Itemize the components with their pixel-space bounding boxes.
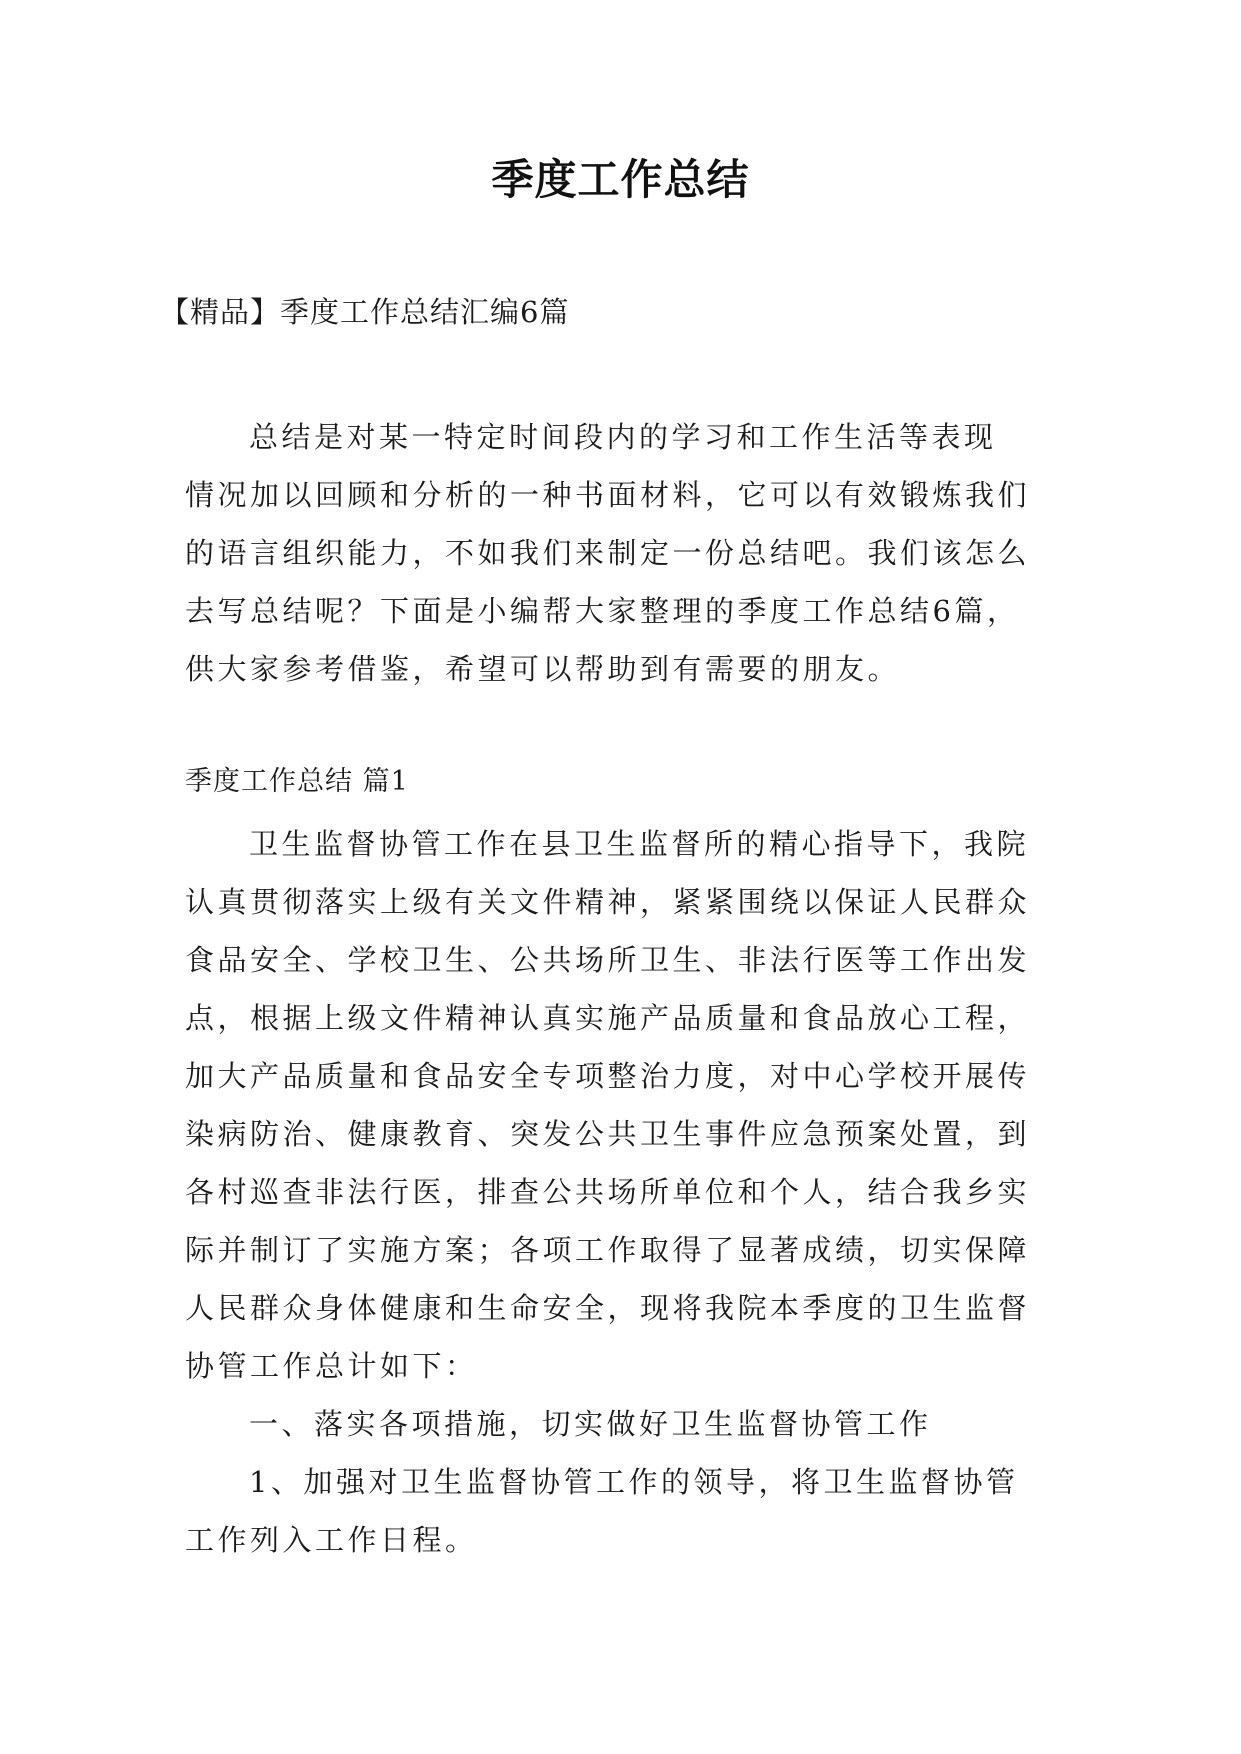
intro-paragraph (185, 408, 1060, 698)
document-title: 季度工作总结 (491, 155, 750, 204)
intro-line: 的语言组织能力，不如我们来制定一份总结吧。我们该怎么 (185, 536, 1031, 570)
body-line: 1、加强对卫生监督协管工作的领导，将卫生监督协管 (249, 1465, 1019, 1499)
intro-line: 供大家参考借鉴，希望可以帮助到有需要的朋友。 (185, 652, 901, 686)
body-line: 认真贯彻落实上级有关文件精神，紧紧围绕以保证人民群众 (185, 885, 1031, 919)
body-line: 加大产品质量和食品安全专项整治力度，对中心学校开展传 (185, 1059, 1031, 1093)
body-line: 工作列入工作日程。 (185, 1523, 478, 1557)
section-heading: 季度工作总结 篇1 (185, 766, 409, 797)
body-line: 一、落实各项措施，切实做好卫生监督协管工作 (249, 1407, 932, 1441)
body-line: 染病防治、健康教育、突发公共卫生事件应急预案处置，到 (185, 1117, 1031, 1151)
body-line: 卫生监督协管工作在县卫生监督所的精心指导下，我院 (249, 827, 1030, 861)
intro-line: 情况加以回顾和分析的一种书面材料，它可以有效锻炼我们 (185, 478, 1031, 512)
document-subtitle: 【精品】季度工作总结汇编6篇 (160, 295, 570, 329)
intro-line: 总结是对某一特定时间段内的学习和工作生活等表现 (249, 420, 997, 454)
body-line: 各村巡查非法行医，排查公共场所单位和个人，结合我乡实 (185, 1175, 1031, 1209)
section-body (185, 815, 1060, 1569)
body-line: 点，根据上级文件精神认真实施产品质量和食品放心工程， (185, 1001, 1031, 1035)
body-line: 食品安全、学校卫生、公共场所卫生、非法行医等工作出发 (185, 943, 1031, 977)
body-line: 际并制订了实施方案；各项工作取得了显著成绩，切实保障 (185, 1233, 1031, 1267)
intro-line: 去写总结呢？下面是小编帮大家整理的季度工作总结6篇， (185, 594, 1020, 628)
body-line: 协管工作总计如下： (185, 1349, 478, 1383)
body-line: 人民群众身体健康和生命安全，现将我院本季度的卫生监督 (185, 1291, 1031, 1325)
